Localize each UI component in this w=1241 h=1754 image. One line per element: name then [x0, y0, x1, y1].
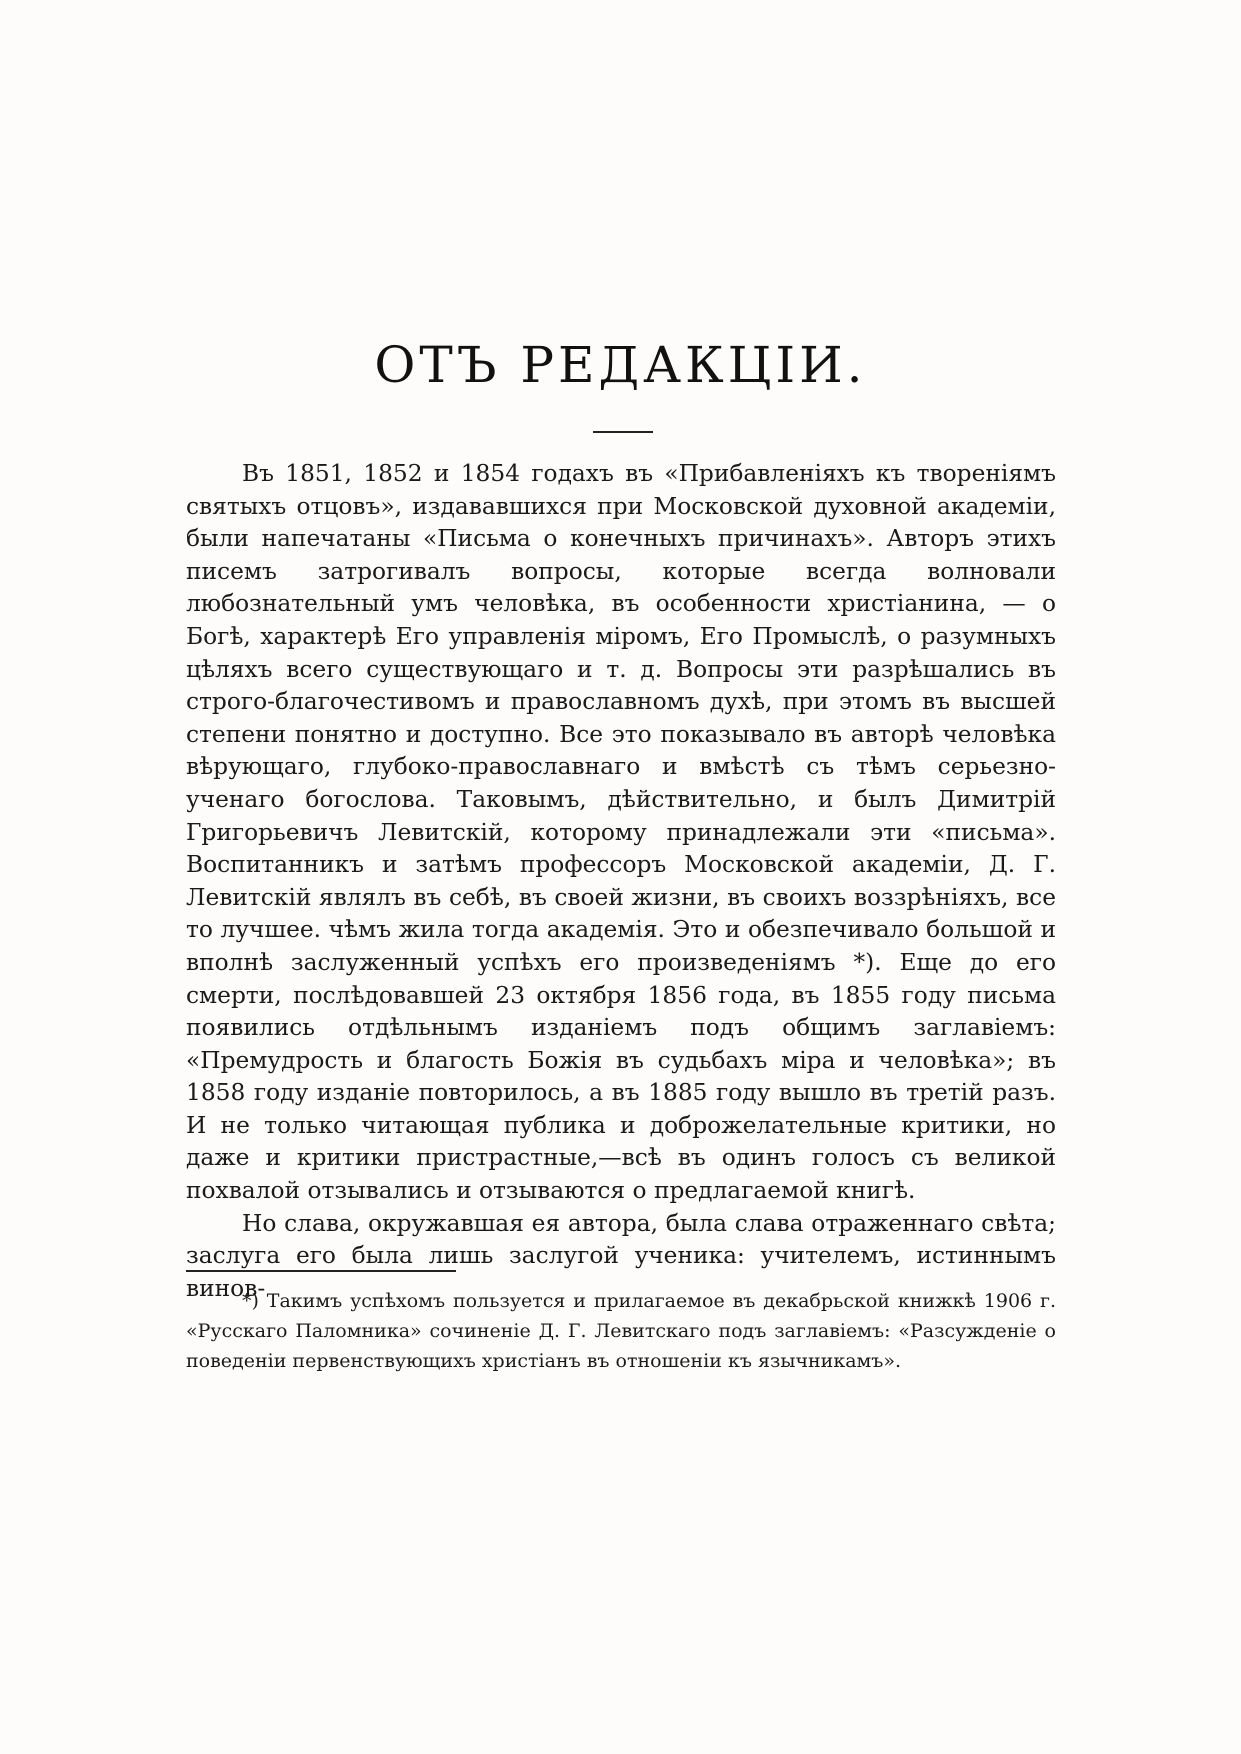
- footnote-text: *) Такимъ успѣхомъ пользуется и прилагаемое въ декабрьской книжкѣ 1906 г. «Русскаго Паломника» сочиненіе Д. Г. Левитскаго подъ заглавіемъ: «Разсужденіе о поведеніи первенствующихъ христіанъ въ отношеніи къ язычникамъ».: [186, 1290, 1056, 1372]
- paragraph: Но слава, окружавшая ея автора, была слава отраженнаго свѣта; заслуга его была лишь заслугой ученика: учителемъ, истиннымъ винов-: [186, 1209, 1056, 1302]
- paragraph: Въ 1851, 1852 и 1854 годахъ въ «Прибавленіяхъ къ твореніямъ святыхъ отцовъ», издававшихся при Московской духовной академіи, были напечатаны «Письма о конечныхъ причинахъ». Авторъ этихъ писемъ затрогивалъ вопросы, которые всегда волновали любознательный умъ человѣка, въ особенности христіанина, — о Богѣ, характерѣ Его управленія міромъ, Его Промыслѣ, о разумныхъ цѣляхъ всего существующаго и т. д. Вопросы эти разрѣшались въ строго-благочестивомъ и православномъ духѣ, при этомъ въ высшей степени понятно и доступно. Все это показывало въ авторѣ человѣка вѣрующаго, глубоко-православнаго и вмѣстѣ съ тѣмъ серьезно-ученаго богослова. Таковымъ, дѣйствительно, и былъ Димитрій Григорьевичъ Левитскій, которому принадлежали эти «письма». Воспитанникъ и затѣмъ профессоръ Московской академіи, Д. Г. Левитскій являлъ въ себѣ, въ своей жизни, въ своихъ воззрѣніяхъ, все то лучшее. чѣмъ жила тогда академія. Это и обезпечивало большой и вполнѣ заслуженный успѣхъ его произведеніямъ *). Еще до его смерти, послѣдовавшей 23 октября 1856 года, въ 1855 году письма появились отдѣльнымъ изданіемъ подъ общимъ заглавіемъ: «Премудрость и благость Божія въ судьбахъ міра и человѣка»; въ 1858 году изданіе повторилось, а въ 1885 году вышло въ третій разъ. И не только читающая публика и доброжелательные критики, но даже и критики пристрастные,—всѣ въ одинъ голосъ съ великой похвалой отзывались и отзываются о предлагаемой книгѣ.: [186, 460, 1056, 1205]
- page-title: ОТЪ РЕДАКЦІИ.: [374, 336, 867, 394]
- footnote-divider: [186, 1270, 456, 1272]
- footnote: [186, 1286, 1056, 1376]
- main-text: [186, 458, 1056, 1305]
- title-divider: [593, 431, 653, 433]
